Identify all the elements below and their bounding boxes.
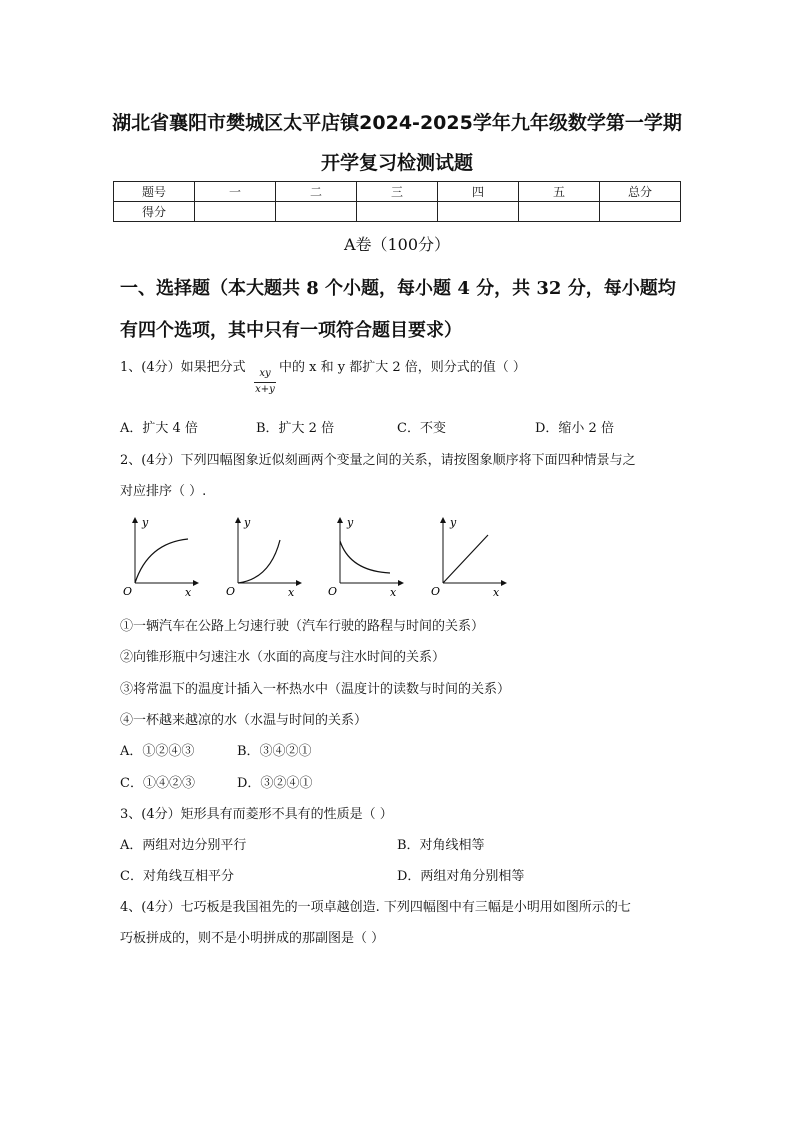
graph-3-y-label: y (347, 516, 354, 529)
q1-stem-b: 中的 x 和 y 都扩大 2 倍，则分式的值（ ） (279, 360, 526, 375)
exam-title-line2: 开学复习检测试题 (320, 152, 473, 174)
graph-2-curve (238, 540, 280, 583)
score-input-cell[interactable] (519, 202, 600, 222)
graph-1-y-label: y (142, 516, 149, 529)
q3-option-c[interactable]: C．对角线互相平分 (120, 869, 234, 884)
q1-option-c[interactable]: C．不变 (397, 421, 446, 436)
graph-4-y-label: y (450, 516, 457, 529)
table-row (114, 202, 681, 222)
graph-2-x-label: x (288, 586, 295, 599)
q2-option-b[interactable]: B．③④②① (237, 744, 312, 759)
q2-scenario-4: ④一杯越来越凉的水（水温与时间的关系） (120, 713, 368, 728)
graph-3-origin-label: O (328, 585, 338, 598)
volume-label: A卷（100分） (343, 235, 451, 254)
q2-option-a[interactable]: A．①②④③ (120, 744, 195, 759)
exam-title-line1: 湖北省襄阳市樊城区太平店镇2024-2025学年九年级数学第一学期 (112, 112, 682, 134)
q2-scenario-1: ①一辆汽车在公路上匀速行驶（汽车行驶的路程与时间的关系） (120, 619, 485, 634)
graph-1-curve (135, 539, 188, 583)
graph-3-x-label: x (390, 586, 397, 599)
table-cell: 得分 (114, 202, 195, 222)
graph-4-line (443, 535, 488, 583)
graph-3-curve (340, 541, 390, 573)
table-cell: 四 (438, 182, 519, 202)
table-cell: 题号 (114, 182, 195, 202)
q2-scenario-3: ③将常温下的温度计插入一杯热水中（温度计的读数与时间的关系） (120, 682, 511, 697)
score-input-cell[interactable] (357, 202, 438, 222)
graph-4 (431, 516, 506, 599)
q3-stem: 3、(4分）矩形具有而菱形不具有的性质是（ ） (120, 807, 393, 822)
score-input-cell[interactable] (600, 202, 681, 222)
q1-stem-a: 1、(4分）如果把分式 (120, 360, 246, 375)
table-cell: 总分 (600, 182, 681, 202)
q3-option-d[interactable]: D．两组对角分别相等 (397, 869, 525, 884)
table-cell: 二 (276, 182, 357, 202)
q1-fraction-numerator: xy (259, 368, 271, 379)
section-heading-line2: 有四个选项，其中只有一项符合题目要求） (120, 320, 462, 341)
q2-graphs (110, 505, 520, 605)
q1-fraction-denominator: x+y (255, 384, 275, 395)
score-input-cell[interactable] (276, 202, 357, 222)
graph-3 (328, 516, 403, 599)
graph-1-x-label: x (185, 586, 192, 599)
table-cell: 五 (519, 182, 600, 202)
q1-option-a[interactable]: A．扩大 4 倍 (120, 421, 198, 436)
q4-stem-line1: 4、(4分）七巧板是我国祖先的一项卓越创造. 下列四幅图中有三幅是小明用如图所示的七 (120, 900, 631, 915)
section-heading-line1: 一、选择题（本大题共 8 个小题，每小题 4 分，共 32 分，每小题均 (120, 278, 676, 299)
graph-2-y-label: y (244, 516, 251, 529)
q3-option-a[interactable]: A．两组对边分别平行 (120, 838, 247, 853)
q3-option-b[interactable]: B．对角线相等 (397, 838, 485, 853)
graph-1-origin-label: O (123, 585, 133, 598)
table-cell: 一 (195, 182, 276, 202)
score-input-cell[interactable] (195, 202, 276, 222)
q4-stem-line2: 巧板拼成的，则不是小明拼成的那副图是（ ） (120, 931, 385, 946)
score-input-cell[interactable] (438, 202, 519, 222)
q2-scenario-2: ②向锥形瓶中匀速注水（水面的高度与注水时间的关系） (120, 650, 446, 665)
score-table (113, 181, 681, 222)
q1-option-d[interactable]: D．缩小 2 倍 (535, 421, 614, 436)
q1-fraction-bar (254, 382, 276, 383)
graph-1 (123, 516, 198, 599)
table-cell: 三 (357, 182, 438, 202)
table-row (114, 182, 681, 202)
q1-option-b[interactable]: B．扩大 2 倍 (256, 421, 335, 436)
q2-option-d[interactable]: D．③②④① (237, 776, 313, 791)
graph-4-x-label: x (493, 586, 500, 599)
q2-stem-line1: 2、(4分）下列四幅图象近似刻画两个变量之间的关系，请按图象顺序将下面四种情景与之 (120, 453, 636, 468)
q2-stem-line2: 对应排序（ ）. (120, 484, 207, 499)
graph-2-origin-label: O (226, 585, 236, 598)
graph-2 (226, 516, 301, 599)
q2-option-c[interactable]: C．①④②③ (120, 776, 195, 791)
graph-4-origin-label: O (431, 585, 441, 598)
